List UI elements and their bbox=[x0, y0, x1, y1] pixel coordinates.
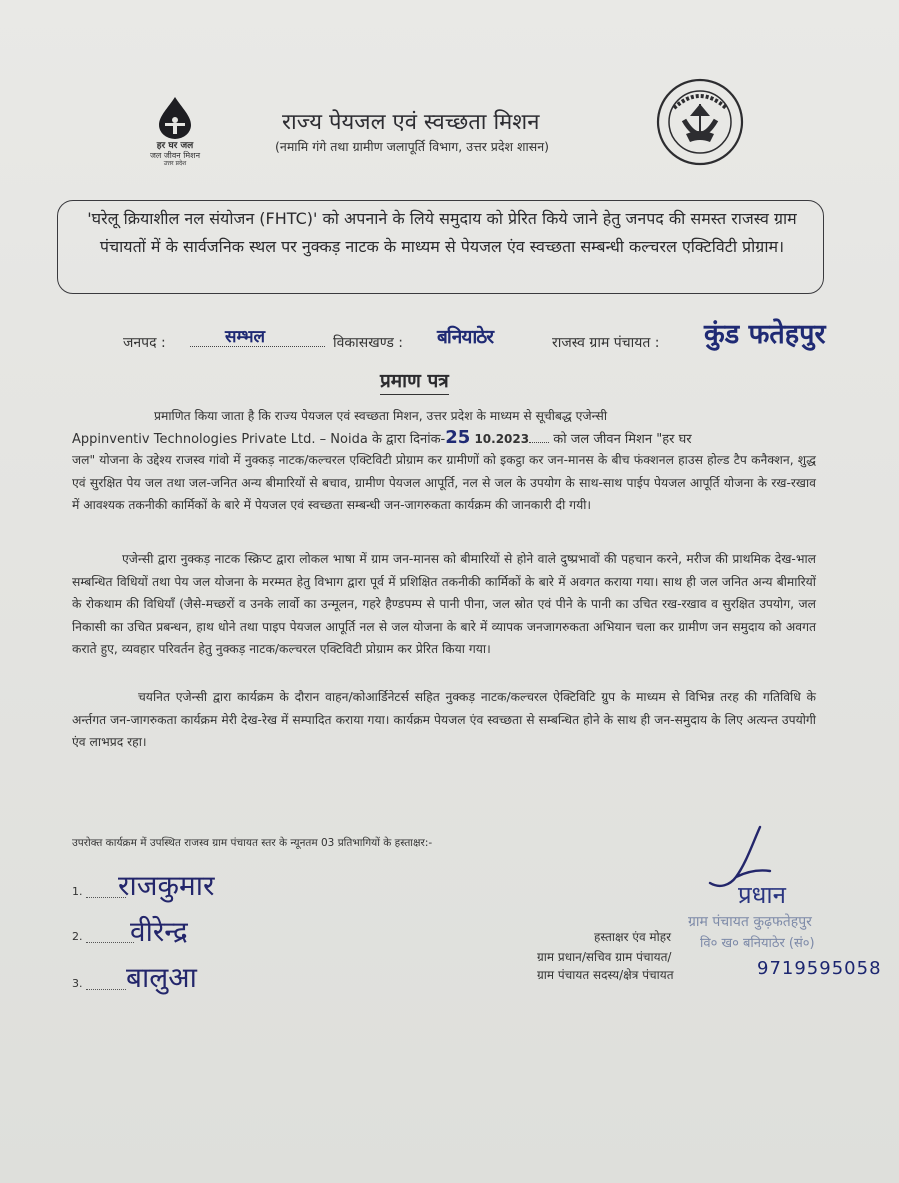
district-label: जनपद : bbox=[123, 335, 166, 351]
participant-3-signature: बालुआ bbox=[126, 961, 197, 994]
participant-3-number: 3. bbox=[72, 977, 83, 990]
phone-number: 9719595058 bbox=[757, 958, 882, 979]
signatory-role-2: ग्राम पंचायत सदस्य/क्षेत्र पंचायत bbox=[537, 968, 674, 982]
logo-caption-2: जल जीवन मिशन bbox=[149, 151, 201, 160]
mission-subtitle: (नमामि गंगे तथा ग्रामीण जलापूर्ति विभाग, उत्तर प्रदेश शासन) bbox=[275, 139, 550, 154]
stamp-line-1: ग्राम पंचायत कुढ़फतेहपुर bbox=[688, 914, 812, 930]
water-drop-icon bbox=[156, 96, 194, 140]
paragraph-2: एजेन्सी द्वारा नुक्कड़ नाटक स्क्रिप्ट द्वारा लोकल भाषा में ग्राम जन-मानस को बीमारियों से होने वाले दुष्प्रभावों की पहचान करने, मरीज की प्राथमिक देख-भाल सम्बन्धित विधियों तथा पेय जल योजना के मरम्मत हेतु विभाग द्वारा पूर्व में प्रशिक्षित तकनीकी कार्मिकों के बारे में अवगत कराया गया। साथ ही जल जनित अन्य बीमारियों के रोकथाम की विधियाँ (जैसे-मच्छरों व उनके लार्वो का उन्मूलन, गहरे हैण्डपम्प से पानी पीना, जल स्रोत एवं पीने के पानी का उचित रख-रखाव व सुरक्षित उपयोग, जल निकासी का उचित प्रबन्धन, हाथ धोने तथा पाइप पेयजल आपूर्ति नल से जल योजना के बारे में व्यापक जनजागरुकता अभियान चला कर ग्रामीण जन समुदाय को अवगत कराते हुए, व्यवहार परिवर्तन हेतु नुक्कड़ नाटक/कल्चरल एक्टिविटी प्रोग्राम कर प्रेरित किया गया। bbox=[72, 552, 816, 656]
district-value: सम्भल bbox=[225, 327, 266, 347]
up-government-emblem bbox=[656, 78, 744, 166]
agency-name: Appinventiv Technologies Private Ltd. – Noida के द्वारा दिनांक- bbox=[72, 432, 446, 447]
participant-2-line bbox=[86, 942, 134, 943]
pradhan-handwritten: प्रधान bbox=[738, 881, 786, 909]
block-value: बनियाठेर bbox=[437, 326, 494, 348]
date-rest: 10.2023 bbox=[474, 432, 530, 446]
signatory-role-1: ग्राम प्रधान/सचिव ग्राम पंचायत/ bbox=[537, 950, 672, 964]
participant-3-line bbox=[86, 989, 126, 990]
program-description: 'घरेलू क्रियाशील नल संयोजन (FHTC)' को अपनाने के लिये समुदाय को प्रेरित किये जाने हेतु जनपद की समस्त राजस्व ग्राम पंचायतों में के सार्वजनिक स्थल पर नुक्कड़ नाटक के माध्यम से पेयजल एंव स्वच्छता सम्बन्धी कल्चरल एक्टिविटी प्रोग्राम। bbox=[87, 209, 797, 256]
participants-intro: उपरोक्त कार्यक्रम में उपस्थित राजस्व ग्राम पंचायत स्तर के न्यूनतम 03 प्रतिभागियों के हस्ताक्षर:- bbox=[72, 837, 433, 849]
participant-2-signature: वीरेन्द्र bbox=[130, 915, 188, 948]
logo-caption-3: उत्तर प्रदेश bbox=[163, 160, 187, 167]
certificate-heading: प्रमाण पत्र bbox=[380, 367, 449, 395]
block-label: विकासखण्ड : bbox=[333, 335, 404, 351]
participant-1-number: 1. bbox=[72, 885, 83, 898]
paragraph-1-line-a: प्रमाणित किया जाता है कि राज्य पेयजल एवं स्वच्छता मिशन, उत्तर प्रदेश के माध्यम से सूचीबद्ध एजेन्सी bbox=[154, 409, 608, 423]
mission-title: राज्य पेयजल एवं स्वच्छता मिशन bbox=[282, 110, 540, 135]
paragraph-1-tail: को जल जीवन मिशन "हर घर bbox=[553, 432, 692, 447]
participant-2-number: 2. bbox=[72, 930, 83, 943]
paragraph-1-body: जल" योजना के उद्देश्य राजस्व गांवो में नुक्कड़ नाटक/कल्चरल एक्टिविटी प्रोग्राम कर ग्रामीणों को इकट्ठा कर जन-मानस के बीच फंक्शनल हाउस होल्ड टैप कनैक्शन, शुद्ध एवं सुरक्षित पेय जल तथा जल-जनित अन्य बीमारियों से बचाव, ग्रामीण पेयजल आपूर्ति, नल से जल के उपयोग के साथ-साथ पाईप पेयजल आपूर्ति योजना के रख-रखाव में आवश्यक तकनीकी कार्मिकों के बारे में पेयजल एवं स्वच्छता सम्बन्धी जन-जागरुकता कार्यक्रम की जानकारी दी गयी। bbox=[72, 453, 816, 512]
panchayat-value: कुंड फतेहपुर bbox=[704, 319, 826, 350]
program-description-box bbox=[57, 200, 824, 294]
panchayat-label: राजस्व ग्राम पंचायत : bbox=[552, 335, 660, 351]
jal-jeevan-mission-logo bbox=[140, 96, 240, 176]
stamp-line-2: वि० ख० बनियाठेर (सं०) bbox=[700, 936, 815, 951]
participant-1-signature: राजकुमार bbox=[118, 869, 215, 902]
emblem-seal-icon bbox=[656, 78, 744, 166]
logo-caption-1: हर घर जल bbox=[156, 141, 194, 151]
paragraph-1-line-b bbox=[72, 427, 692, 451]
paragraph-3: चयनित एजेन्सी द्वारा कार्यक्रम के दौरान वाहन/कोआर्डिनेटर्स सहित नुक्कड़ नाटक/कल्चरल ऐक्टिविटि ग्रुप के माध्यम से विभिन्न तरह की गतिविधि के अर्न्तगत जन-जागरुकता कार्यक्रम मेरी देख-रेख में सम्पादित कराया गया। कार्यक्रम पेयजल एंव स्वच्छता से सम्बन्धित होने के साथ ही जन-समुदाय के लिए अत्यन्त उपयोगी एंव लाभप्रद रहा। bbox=[72, 690, 816, 749]
signature-label: हस्ताक्षर एंव मोहर bbox=[594, 930, 672, 944]
date-day: 25 bbox=[445, 427, 471, 448]
